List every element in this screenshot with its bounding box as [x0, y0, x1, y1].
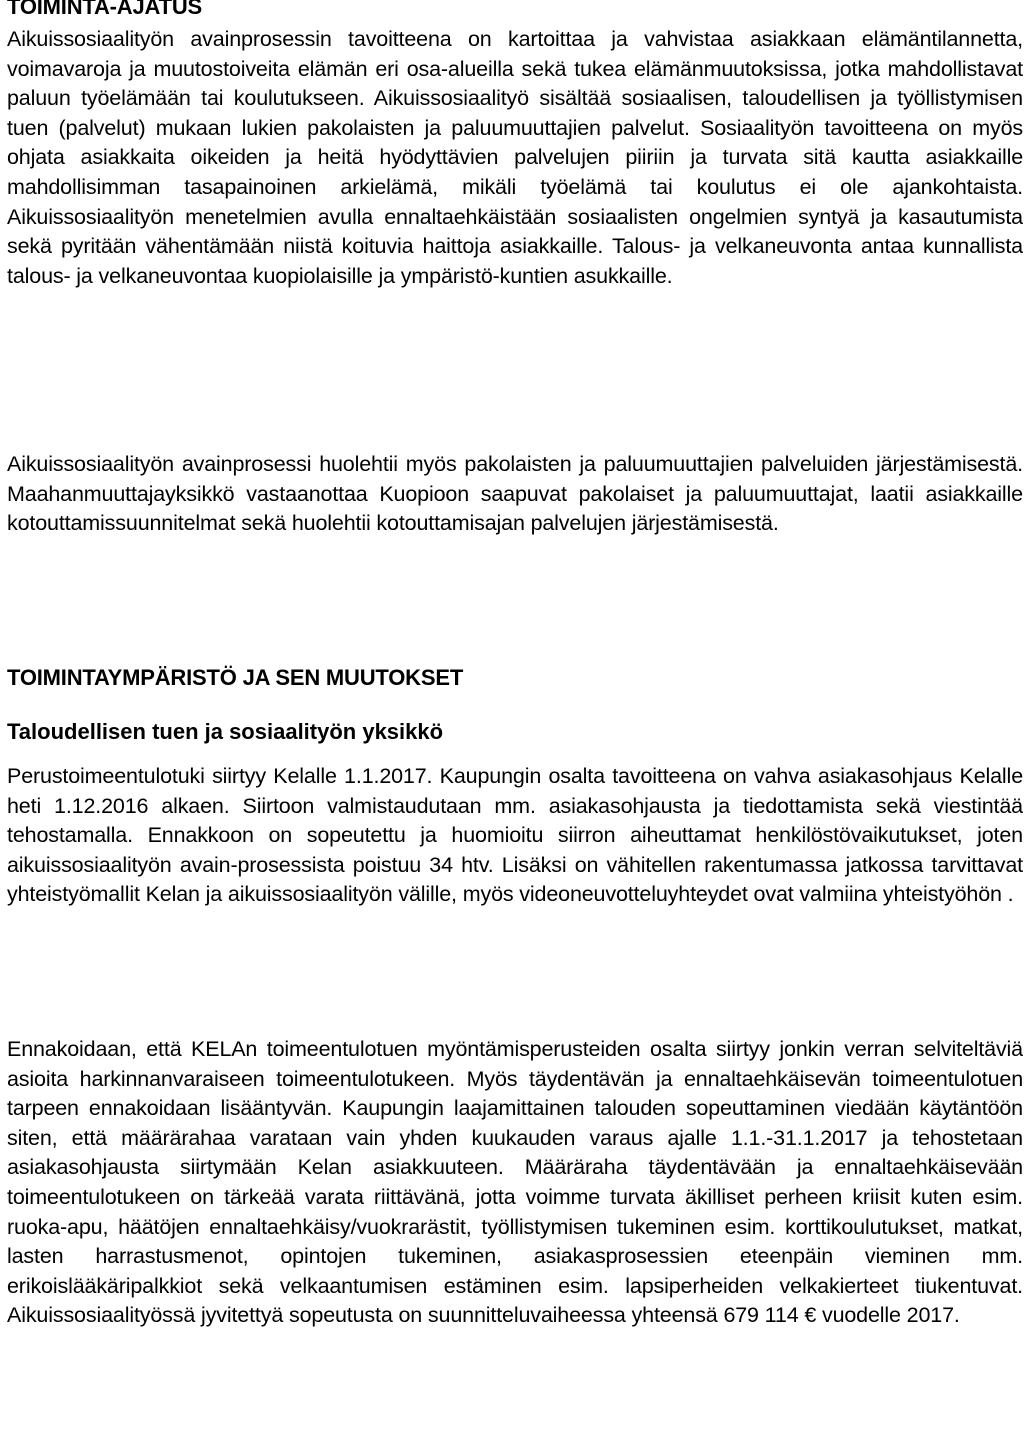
immigration-paragraph: Aikuissosiaalityön avainprosessi huolehtii myös pakolaisten ja paluumuuttajien palveluiden järjestämisestä. Maahanmuuttajayksikkö vastaanottaa Kuopioon saapuvat pakolaiset ja paluumuuttajat, laatii asiakkaille kotouttamissuunnitelmat sekä huolehtii kotouttamisajan palvelujen järjestämisestä. — [7, 452, 1023, 536]
unit-paragraph: Perustoimeentulotuki siirtyy Kelalle 1.1.2017. Kaupungin osalta tavoitteena on vahva asiakasohjaus Kelalle heti 1.12.2016 alkaen. Siirtoon valmistaudutaan mm. asiakasohjausta ja tiedottamista sekä viestintää tehostamalla. Ennakkoon on sopeutettu ja huomioitu siirron aiheuttamat henkilöstövaikutukset, joten aikuissosiaalityön avain-prosessista poistuu 34 htv. Lisäksi on vähitellen rakentumassa jatkossa tarvittavat yhteistyömallit Kelan ja aikuissosiaalityön välille, myös videoneuvotteluyhteydet ovat valmiina yhteistyöhön . — [7, 764, 1023, 907]
intro-paragraph: Aikuissosiaalityön avainprosessin tavoitteena on kartoittaa ja vahvistaa asiakkaan elämäntilannetta, voimavaroja ja muutostoiveita elämän eri osa-alueilla sekä tukea elämänmuutoksissa, jotka mahdollistavat paluun työelämään tai koulutukseen. Aikuissosiaalityö sisältää sosiaalisen, taloudellisen ja työllistymisen tuen (palvelut) mukaan lukien pakolaisten ja paluumuuttajien palvelut. Sosiaalityön tavoitteena on myös ohjata asiakkaita oikeiden ja heitä hyödyttävien palvelujen piiriin ja turvata sitä kautta asiakkaille mahdollisimman tasapainoinen arkielämä, mikäli työelämä tai koulutus ei ole ajankohtaista. Aikuissosiaalityön menetelmien avulla ennaltaehkäistään sosiaalisten ongelmien syntyä ja kasautumista sekä pyritään vähentämään niistä koituvia haittoja asiakkaille. Talous- ja velkaneuvonta antaa kunnallista talous- ja velkaneuvontaa kuopiolaisille ja ympäristö-kuntien asukkaille. — [7, 27, 1023, 288]
section-heading-environment: TOIMINTAYMPÄRISTÖ JA SEN MUUTOKSET — [7, 665, 464, 690]
budget-paragraph: Ennakoidaan, että KELAn toimeentulotuen myöntämisperusteiden osalta siirtyy jonkin verran selviteltäviä asioita harkinnanvaraiseen toimeentulotukeen. Myös täydentävän ja ennaltaehkäisevän toimeentulotuen tarpeen ennakoidaan lisääntyvän. Kaupungin laajamittainen talouden sopeuttaminen viedään käytäntöön siten, että määrärahaa varataan vain yhden kuukauden varaus ajalle 1.1.-31.1.2017 ja tehostetaan asiakasohjausta siirtymään Kelan asiakkuuteen. Määräraha täydentävään ja ennaltaehkäisevään toimeentulotukeen on tärkeää varata riittävänä, jotta voimme turvata äkilliset perheen kriisit kuten esim. ruoka-apu, häätöjen ennaltaehkäisy/vuokrarästit, työllistymisen tukeminen esim. korttikoulutukset, matkat, lasten harrastusmenot, opintojen tukeminen, asiakasprosessien eteenpäin vieminen mm. erikoislääkäripalkkiot sekä velkaantumisen estäminen esim. lapsiperheiden velkakierteet tiukentuvat. Aikuissosiaalityössä jyvitettyä sopeutusta on suunnitteluvaiheessa yhteensä 679 114 € vuodelle 2017. — [7, 1037, 1023, 1328]
section-heading-mission: TOIMINTA-AJATUS — [7, 0, 202, 19]
subheading-unit: Taloudellisen tuen ja sosiaalityön yksikkö — [7, 719, 444, 744]
document-page — [7, 0, 1023, 1456]
